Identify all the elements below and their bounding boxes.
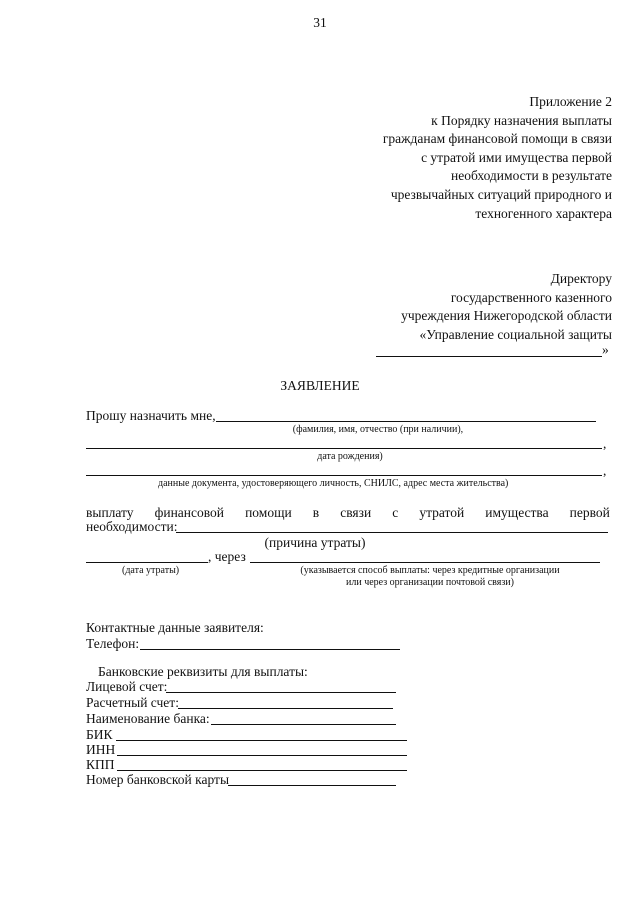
necessity-label: необходимости: — [86, 519, 178, 534]
contacts-heading: Контактные данные заявителя: — [86, 620, 264, 635]
payment-word: в — [312, 505, 320, 520]
appendix-line: необходимости в результате — [451, 168, 612, 184]
appendix-line: техногенного характера — [475, 205, 612, 221]
appendix-line: гражданам финансовой помощи в связи — [382, 131, 612, 147]
loss-date-caption: (дата утраты) — [122, 565, 180, 576]
bank-field-label: Номер банковской карты — [86, 772, 230, 787]
loss-date-blank-line — [86, 562, 208, 563]
bank-heading: Банковские реквизиты для выплаты: — [98, 664, 308, 679]
addressee-line: учреждения Нижегородской области — [401, 308, 612, 324]
bank-field-label: Расчетный счет: — [86, 695, 179, 710]
bank-field-label: ИНН — [86, 742, 116, 757]
payment-word: помощи — [245, 505, 292, 520]
card-number-blank-line — [228, 785, 396, 786]
payment-method-caption: или через организации почтовой связи) — [346, 577, 514, 588]
bik-blank-line — [116, 740, 407, 741]
addressee-line: «Управление социальной защиты — [419, 326, 612, 342]
inn-blank-line — [117, 755, 407, 756]
dob-caption: дата рождения) — [317, 451, 383, 462]
payment-method-caption: (указывается способ выплаты: через кредитные организации — [300, 565, 560, 576]
payment-method-blank-line — [250, 562, 600, 563]
phone-blank-line — [140, 649, 400, 650]
reason-blank-line — [176, 532, 608, 533]
page-number: 31 — [313, 15, 327, 30]
payment-word: финансовой — [154, 505, 225, 520]
appendix-line: чрезвычайных ситуаций природного и — [390, 186, 612, 202]
document-blank-line — [86, 475, 602, 476]
fio-caption: (фамилия, имя, отчество (при наличии), — [292, 424, 464, 435]
via-label: , через — [208, 549, 246, 564]
account-blank-line — [166, 692, 396, 693]
bank-field-label: Лицевой счет: — [86, 679, 168, 694]
addressee-block — [401, 270, 612, 344]
settlement-account-blank-line — [178, 708, 393, 709]
appendix-block — [383, 93, 612, 223]
payment-word: первой — [569, 505, 610, 520]
request-label: Прошу назначить мне, — [86, 408, 216, 423]
appendix-line: с утратой ими имущества первой — [421, 149, 612, 165]
phone-label: Телефон: — [86, 636, 140, 651]
payment-word: связи — [340, 505, 372, 520]
bank-name-blank-line — [211, 724, 396, 725]
addressee-line: государственного казенного — [450, 289, 612, 305]
addressee-line: Директору — [550, 271, 612, 286]
fio-blank-line — [216, 421, 596, 422]
appendix-line: к Порядку назначения выплаты — [431, 112, 612, 128]
comma: , — [603, 436, 607, 451]
payment-word: имущества — [485, 505, 549, 520]
dob-blank-line — [86, 448, 602, 449]
document-caption: данные документа, удостоверяющего личность, СНИЛС, адрес места жительства) — [158, 478, 509, 489]
reason-caption: (причина утраты) — [264, 535, 366, 550]
payment-word: с — [392, 505, 399, 520]
comma: , — [603, 463, 607, 478]
payment-word: выплату — [86, 505, 134, 520]
kpp-blank-line — [117, 770, 407, 771]
addressee-closing-quote: » — [602, 342, 609, 357]
bank-field-label: БИК — [86, 727, 113, 742]
bank-field-label: Наименование банка: — [86, 711, 210, 726]
addressee-blank-line — [376, 356, 602, 357]
bank-field-label: КПП — [86, 757, 115, 772]
payment-word: утратой — [419, 505, 465, 520]
document-title: ЗАЯВЛЕНИЕ — [280, 378, 360, 393]
appendix-line: Приложение 2 — [529, 94, 612, 109]
